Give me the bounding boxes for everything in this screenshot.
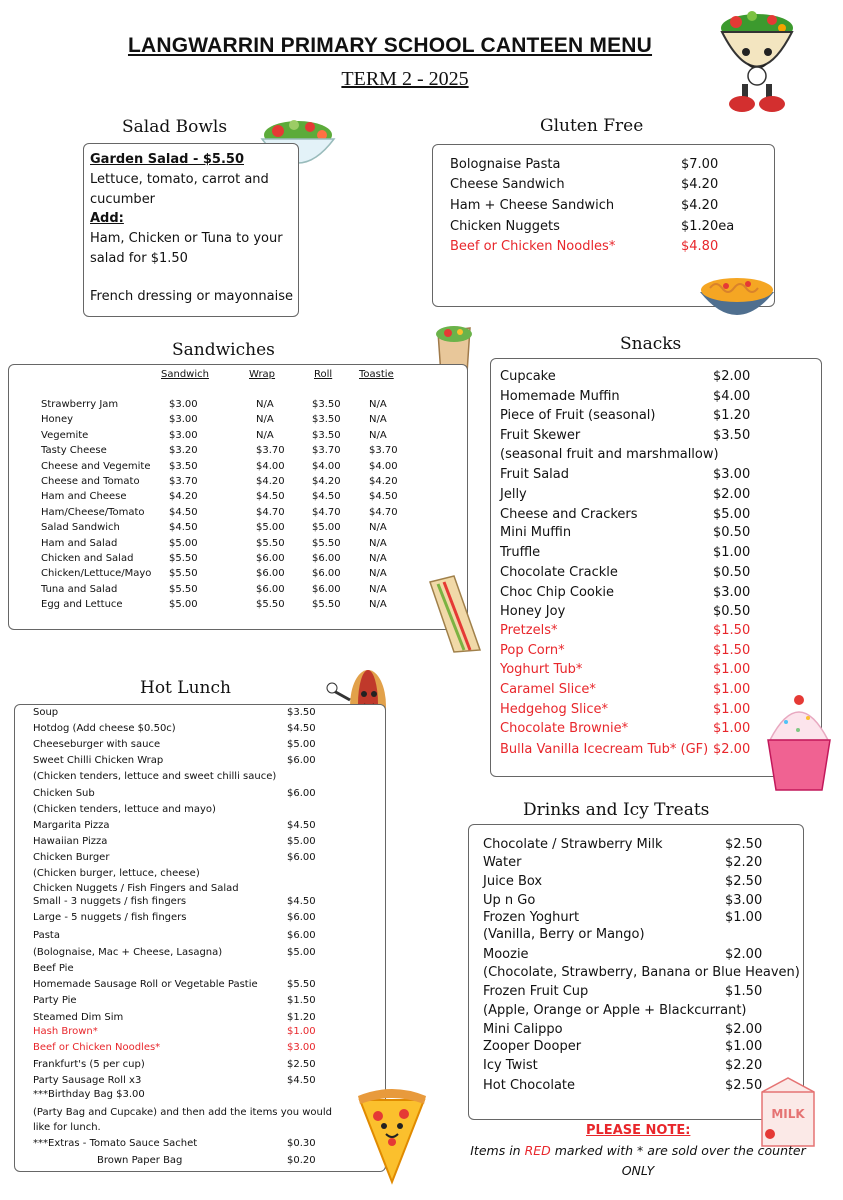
- item-name: Chicken Nuggets: [450, 219, 560, 234]
- item-name: Large - 5 nuggets / fish fingers: [33, 912, 187, 923]
- item-name: (Chocolate, Strawberry, Banana or Blue Heaven): [483, 965, 800, 980]
- note-line-2: ONLY: [621, 1163, 655, 1178]
- sandwich-price: $3.70: [369, 445, 398, 457]
- item-price: $7.00: [681, 157, 719, 172]
- item-name: Cupcake: [500, 369, 556, 384]
- item-name: Pretzels*: [500, 623, 558, 638]
- table-row: [9, 522, 467, 536]
- item-name: Caramel Slice*: [500, 682, 596, 697]
- item-name: Frozen Yoghurt: [483, 910, 580, 925]
- item-price: $0.50: [713, 525, 751, 540]
- sandwich-name: Ham and Salad: [41, 537, 118, 549]
- sandwich-price: $6.00: [256, 568, 285, 580]
- item-name: Chocolate Crackle: [500, 565, 618, 580]
- item-price: $4.00: [713, 389, 751, 404]
- item-name: Party Sausage Roll x3: [33, 1075, 142, 1086]
- sandwich-price: $5.50: [256, 599, 285, 611]
- item-name: Pop Corn*: [500, 643, 565, 658]
- item-price: $4.50: [287, 723, 316, 734]
- item-price: $2.00: [725, 1022, 763, 1037]
- sandwich-price: $5.00: [312, 522, 341, 534]
- item-price: $4.20: [681, 198, 719, 213]
- item-name: Hawaiian Pizza: [33, 836, 108, 847]
- table-row: [9, 476, 467, 490]
- item-price: $6.00: [287, 930, 316, 941]
- page-title: LANGWARRIN PRIMARY SCHOOL CANTEEN MENU: [127, 34, 653, 57]
- sandwich-name: Tasty Cheese: [41, 445, 107, 457]
- sandwich-price: $4.50: [312, 491, 341, 503]
- item-name: Honey Joy: [500, 604, 566, 619]
- sandwich-price: $4.50: [256, 491, 285, 503]
- col-toastie: Toastie: [359, 369, 394, 380]
- item-price: $3.00: [725, 893, 763, 908]
- item-price: $2.20: [725, 855, 763, 870]
- item-name: Cheese and Crackers: [500, 507, 638, 522]
- item-price: $1.00: [713, 682, 751, 697]
- table-row: [9, 538, 467, 552]
- item-price: $2.50: [725, 1078, 763, 1093]
- item-price: $1.00: [287, 1026, 316, 1037]
- item-name: (Apple, Orange or Apple + Blackcurrant): [483, 1003, 747, 1018]
- item-name: Jelly: [500, 487, 527, 502]
- note-text-b: marked with * are sold over the counter: [550, 1143, 806, 1158]
- item-price: $1.00: [713, 702, 751, 717]
- sandwich-price: $3.50: [312, 429, 341, 441]
- sandwich-name: Salad Sandwich: [41, 522, 120, 534]
- sandwich-price: $5.00: [169, 537, 198, 549]
- col-sandwich: Sandwich: [161, 369, 209, 380]
- sandwich-price: $4.00: [256, 460, 285, 472]
- item-name: Zooper Dooper: [483, 1039, 582, 1054]
- item-name: Homemade Sausage Roll or Vegetable Pastie: [33, 979, 258, 990]
- sandwich-price: $3.00: [169, 399, 198, 410]
- item-price: $4.50: [287, 896, 316, 907]
- item-price: $0.50: [713, 565, 751, 580]
- item-price: $4.50: [287, 1075, 316, 1086]
- sandwich-price: N/A: [369, 537, 387, 549]
- sandwich-icon: [424, 572, 486, 656]
- item-price: $1.00: [713, 721, 751, 736]
- item-price: $3.50: [287, 707, 316, 718]
- table-row: [9, 445, 467, 459]
- sandwich-name: Honey: [41, 414, 74, 426]
- sandwich-name: Chicken/Lettuce/Mayo: [41, 568, 152, 580]
- item-name: Pasta: [33, 930, 60, 941]
- item-name: Moozie: [483, 947, 529, 962]
- note-text-red: RED: [524, 1143, 551, 1158]
- item-name: Piece of Fruit (seasonal): [500, 408, 656, 423]
- hot-lunch-title: Hot Lunch: [140, 678, 231, 698]
- sandwich-price: $3.70: [256, 445, 285, 457]
- sandwich-price: N/A: [369, 522, 387, 534]
- item-price: $0.50: [713, 604, 751, 619]
- item-name: Mini Muffin: [500, 525, 572, 540]
- salad-section-title: Salad Bowls: [122, 117, 228, 137]
- sandwich-price: $4.20: [256, 476, 285, 487]
- sandwich-price: $4.20: [169, 491, 198, 503]
- item-name: Hedgehog Slice*: [500, 702, 608, 717]
- item-name: Beef or Chicken Noodles*: [33, 1042, 161, 1053]
- item-name: (Chicken tenders, lettuce and mayo): [33, 804, 216, 815]
- salad-mascot-icon: [712, 6, 802, 118]
- sandwich-name: Ham/Cheese/Tomato: [41, 506, 145, 518]
- item-name: Hash Brown*: [33, 1026, 98, 1037]
- sandwich-price: $6.00: [312, 583, 341, 595]
- sandwich-name: Cheese and Tomato: [41, 476, 140, 487]
- item-price: $1.20: [713, 408, 751, 423]
- item-price: $4.50: [287, 820, 316, 831]
- item-name: Bulla Vanilla Icecream Tub* (GF): [500, 742, 709, 757]
- item-name: Homemade Muffin: [500, 389, 620, 404]
- table-row: [9, 491, 467, 505]
- sandwich-price: $5.50: [169, 568, 198, 580]
- sandwich-price: N/A: [369, 553, 387, 564]
- sandwich-price: N/A: [369, 429, 387, 441]
- item-name: ***Extras - Tomato Sauce Sachet: [33, 1138, 198, 1149]
- milk-carton-icon: [752, 1074, 824, 1150]
- item-name: Yoghurt Tub*: [500, 662, 583, 677]
- item-name: Chocolate Brownie*: [500, 721, 629, 736]
- sandwich-price: $5.00: [256, 522, 285, 534]
- sandwich-price: $5.50: [169, 583, 198, 595]
- sandwich-price: $3.00: [169, 414, 198, 426]
- item-name: Brown Paper Bag: [97, 1155, 183, 1166]
- item-name: Choc Chip Cookie: [500, 585, 614, 600]
- item-price: $2.00: [725, 947, 763, 962]
- item-price: $1.00: [725, 910, 763, 925]
- sandwich-price: $6.00: [256, 553, 285, 564]
- item-name: Mini Calippo: [483, 1022, 563, 1037]
- item-name: Truffle: [500, 545, 541, 560]
- item-price: $1.00: [725, 1039, 763, 1054]
- item-name: Water: [483, 855, 522, 870]
- sandwich-price: $5.50: [312, 537, 341, 549]
- sandwich-price: $4.20: [312, 476, 341, 487]
- item-name: Cheese Sandwich: [450, 177, 565, 192]
- sandwich-price: $6.00: [312, 553, 341, 564]
- item-price: $4.80: [681, 239, 719, 254]
- sandwich-price: $3.50: [312, 399, 341, 410]
- salad-desc-2: cucumber: [90, 192, 156, 207]
- sandwich-name: Strawberry Jam: [41, 399, 119, 410]
- item-price: $2.00: [713, 369, 751, 384]
- item-price: $1.50: [725, 984, 763, 999]
- sandwich-price: $4.50: [369, 491, 398, 503]
- item-name: Party Pie: [33, 995, 77, 1006]
- salad-add-1: Ham, Chicken or Tuna to your: [90, 231, 283, 246]
- table-row: [9, 507, 467, 521]
- table-row: [9, 568, 467, 582]
- item-price: $1.20: [287, 1012, 316, 1023]
- sandwiches-title: Sandwiches: [172, 340, 275, 360]
- sandwich-price: N/A: [369, 568, 387, 580]
- hot-lunch-box: [14, 704, 386, 1172]
- item-name: Hot Chocolate: [483, 1078, 576, 1093]
- sandwiches-box: [8, 364, 468, 630]
- item-price: $6.00: [287, 852, 316, 863]
- item-name: Chicken Burger: [33, 852, 110, 863]
- item-price: $5.00: [287, 947, 316, 958]
- table-row: [9, 599, 467, 613]
- item-name: Chicken Nuggets / Fish Fingers and Salad: [33, 883, 239, 894]
- sandwich-price: N/A: [256, 414, 274, 426]
- item-price: $3.00: [287, 1042, 316, 1053]
- item-price: $5.00: [713, 507, 751, 522]
- item-price: $0.20: [287, 1155, 316, 1166]
- item-price: $6.00: [287, 788, 316, 799]
- item-name: Hotdog (Add cheese $0.50c): [33, 723, 176, 734]
- item-name: Sweet Chilli Chicken Wrap: [33, 755, 164, 766]
- sandwich-price: $4.20: [369, 476, 398, 487]
- item-price: $6.00: [287, 912, 316, 923]
- term-subtitle: TERM 2 - 2025: [341, 68, 469, 90]
- noodle-bowl-icon: [696, 268, 778, 332]
- table-row: [9, 414, 467, 428]
- sandwich-price: $4.50: [169, 522, 198, 534]
- table-row: [9, 584, 467, 598]
- sandwich-name: Ham and Cheese: [41, 491, 127, 503]
- item-name: ***Birthday Bag $3.00: [33, 1089, 145, 1100]
- table-row: [9, 430, 467, 444]
- sandwich-price: N/A: [369, 414, 387, 426]
- item-price: $2.50: [725, 874, 763, 889]
- sandwich-price: $3.70: [312, 445, 341, 457]
- item-name: Juice Box: [483, 874, 543, 889]
- table-row: [9, 461, 467, 475]
- item-price: $2.20: [725, 1058, 763, 1073]
- item-name: (Vanilla, Berry or Mango): [483, 927, 645, 942]
- sandwich-price: $5.00: [169, 599, 198, 611]
- item-price: $1.50: [287, 995, 316, 1006]
- item-price: $1.50: [713, 643, 751, 658]
- pizza-mascot-icon: [354, 1086, 430, 1186]
- item-name: (Chicken burger, lettuce, cheese): [33, 868, 200, 879]
- sandwich-price: $4.70: [312, 506, 341, 518]
- sandwich-price: $4.70: [256, 506, 285, 518]
- item-price: $2.50: [725, 837, 763, 852]
- item-price: $4.20: [681, 177, 719, 192]
- sandwich-price: N/A: [369, 583, 387, 595]
- item-name: Cheeseburger with sauce: [33, 739, 161, 750]
- snacks-title: Snacks: [620, 334, 682, 354]
- item-price: $1.20ea: [681, 219, 735, 234]
- item-price: $5.00: [287, 739, 316, 750]
- item-name: Beef or Chicken Noodles*: [450, 239, 616, 254]
- sandwich-name: Tuna and Salad: [41, 583, 118, 595]
- item-name: Small - 3 nuggets / fish fingers: [33, 896, 187, 907]
- item-name: Chicken Sub: [33, 788, 95, 799]
- sandwich-price: $4.00: [312, 460, 341, 472]
- cupcake-icon: [764, 688, 834, 794]
- salad-box: [83, 143, 299, 317]
- item-price: $2.50: [287, 1059, 316, 1070]
- item-name: Frankfurt's (5 per cup): [33, 1059, 145, 1070]
- item-price: $3.50: [713, 428, 751, 443]
- item-price: $0.30: [287, 1138, 316, 1149]
- sandwich-price: $4.70: [369, 506, 398, 518]
- item-name: Chocolate / Strawberry Milk: [483, 837, 663, 852]
- sandwich-price: $3.00: [169, 429, 198, 441]
- item-name: Frozen Fruit Cup: [483, 984, 589, 999]
- item-name: Fruit Salad: [500, 467, 570, 482]
- item-name: Soup: [33, 707, 59, 718]
- item-price: $5.50: [287, 979, 316, 990]
- col-wrap: Wrap: [249, 369, 276, 380]
- item-name: Icy Twist: [483, 1058, 538, 1073]
- salad-add-label: Add:: [90, 211, 124, 226]
- salad-heading: Garden Salad - $5.50: [90, 152, 244, 167]
- sandwich-price: $6.00: [312, 568, 341, 580]
- salad-add-2: salad for $1.50: [90, 251, 188, 266]
- item-name: Bolognaise Pasta: [450, 157, 561, 172]
- table-row: [9, 553, 467, 567]
- sandwich-price: N/A: [256, 429, 274, 441]
- note-title: PLEASE NOTE:: [586, 1123, 691, 1138]
- item-price: $5.00: [287, 836, 316, 847]
- item-price: $1.00: [713, 662, 751, 677]
- sandwich-price: $3.70: [169, 476, 198, 487]
- item-price: $3.00: [713, 467, 751, 482]
- sandwich-price: $5.50: [256, 537, 285, 549]
- sandwich-price: $3.50: [312, 414, 341, 426]
- sandwich-price: $5.50: [312, 599, 341, 611]
- sandwich-name: Egg and Lettuce: [41, 599, 123, 611]
- sandwich-price: $6.00: [256, 583, 285, 595]
- note-line-1: [456, 1143, 820, 1158]
- item-name: Margarita Pizza: [33, 820, 110, 831]
- sandwich-price: $4.50: [169, 506, 198, 518]
- sandwich-price: $5.50: [169, 553, 198, 564]
- milk-label: MILK: [771, 1107, 805, 1121]
- gluten-free-title: Gluten Free: [540, 116, 644, 136]
- item-price: $1.50: [713, 623, 751, 638]
- item-name: Up n Go: [483, 893, 536, 908]
- sandwich-name: Chicken and Salad: [41, 553, 134, 564]
- sandwich-name: Vegemite: [41, 429, 89, 441]
- item-price: $1.00: [713, 545, 751, 560]
- item-name: Ham + Cheese Sandwich: [450, 198, 615, 213]
- item-price: $2.00: [713, 487, 751, 502]
- item-name: (Chicken tenders, lettuce and sweet chilli sauce): [33, 771, 277, 782]
- item-name: Steamed Dim Sim: [33, 1012, 124, 1023]
- sandwich-price: N/A: [256, 399, 274, 410]
- sandwich-price: N/A: [369, 599, 387, 611]
- item-name: (Party Bag and Cupcake) and then add the items you would: [33, 1107, 333, 1118]
- note-text-a: Items in: [470, 1143, 525, 1158]
- sandwich-price: $4.00: [369, 460, 398, 472]
- item-name: (seasonal fruit and marshmallow): [500, 447, 719, 462]
- item-name: (Bolognaise, Mac + Cheese, Lasagna): [33, 947, 223, 958]
- item-name: Beef Pie: [33, 963, 74, 974]
- salad-desc-1: Lettuce, tomato, carrot and: [90, 172, 269, 187]
- sandwich-column-headers: [9, 369, 467, 385]
- sandwich-price: $3.50: [169, 460, 198, 472]
- table-row: [9, 399, 467, 413]
- item-price: $3.00: [713, 585, 751, 600]
- sandwich-name: Cheese and Vegemite: [41, 460, 151, 472]
- salad-dressing: French dressing or mayonnaise: [90, 289, 293, 304]
- item-price: $6.00: [287, 755, 316, 766]
- item-name: like for lunch.: [33, 1122, 101, 1133]
- col-roll: Roll: [314, 369, 333, 380]
- sandwich-price: N/A: [369, 399, 387, 410]
- item-price: $2.00: [713, 742, 751, 757]
- drinks-title: Drinks and Icy Treats: [523, 800, 710, 820]
- item-name: Fruit Skewer: [500, 428, 581, 443]
- sandwich-price: $3.20: [169, 445, 198, 457]
